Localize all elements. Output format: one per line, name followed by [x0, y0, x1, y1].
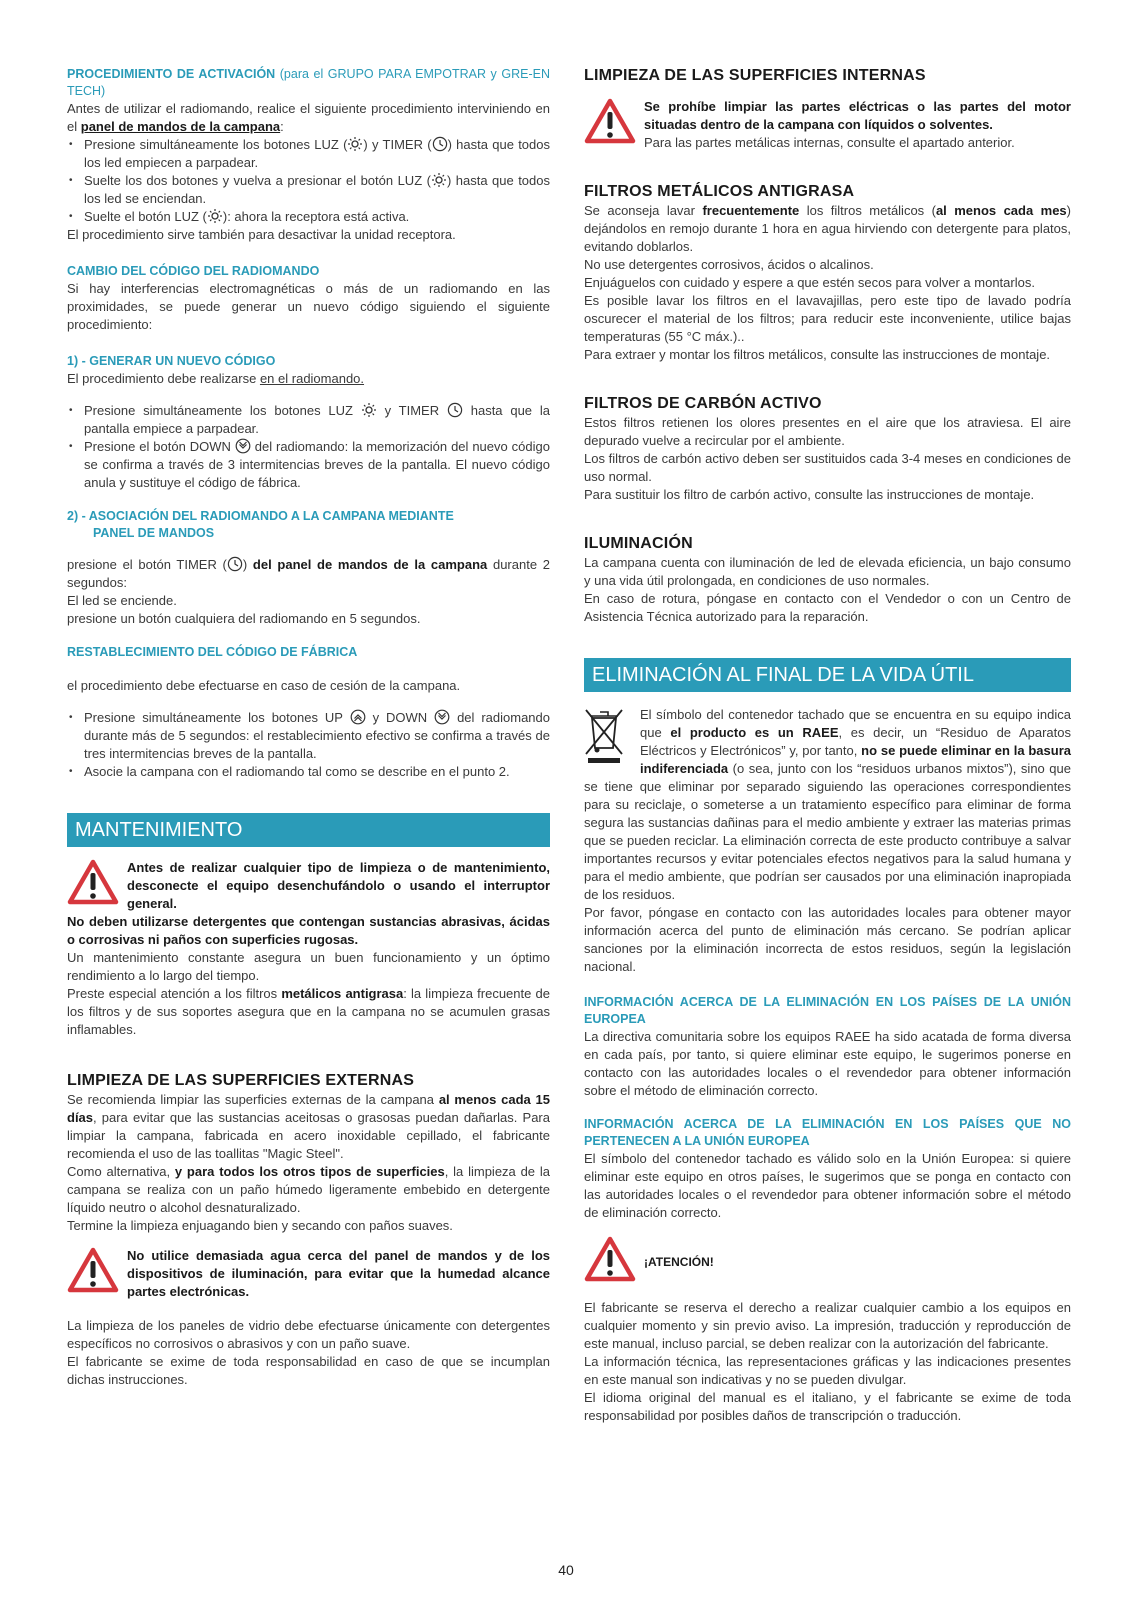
- warning-triangle-icon: [584, 98, 636, 144]
- non-eu-disposal-text: El símbolo del contenedor tachado es válido solo en la Unión Europea: si quiere eliminar este equipo en otros países, le sugerimos que se ponga en contacto con las autoridades locales o el revendedor para obtener información sobre el método de eliminación correcto.: [584, 1151, 1071, 1220]
- list-item: • Asocie la campana con el radiomando tal como se describe en el punto 2.: [67, 763, 550, 781]
- light-bulb-icon: [361, 402, 377, 418]
- eu-disposal-heading: INFORMACIÓN ACERCA DE LA ELIMINACIÓN EN LOS PAÍSES DE LA UNIÓN EUROPEA: [584, 995, 1071, 1026]
- timer-clock-icon: [447, 402, 463, 418]
- disposal-p1: El símbolo del contenedor tachado que se encuentra en su equipo indica que el producto es un RAEE, es decir, un “Residuo de Aparatos Eléctricos y Electrónicos” y, por tanto, no se puede eliminar en la basura indiferenciada (o sea, junto con los “residuos urbanos mixtos”), sino que se tiene que eliminar por separado siguiendo las operaciones correspondientes para su reciclaje, o someterse a un tratamiento específico para eliminar de forma segura las sustancias dañinas para el medio ambiente y extraer las materias primas que se pueden reciclar. La eliminación correcta de este producto contribuye a salvar importantes recursos y evitar potenciales efectos negativos para la salud humana y para el medio ambiente, que podrían ser causados por una eliminación inapropiada de los residuos.: [584, 707, 1071, 902]
- external-p1: Se recomienda limpiar las superficies externas de la campana al menos cada 15 días, para evitar que las sustancias aceitosas o grasosas puedan dañarlas. Para limpiar la campana, fabricada en acero inoxidable cepillado, el fabricante recomienda el uso de las toallitas "Magic Steel".: [67, 1092, 550, 1161]
- metal-filters-heading: FILTROS METÁLICOS ANTIGRASA: [584, 183, 855, 200]
- new-code-steps: [67, 402, 550, 492]
- disposal-p2: Por favor, póngase en contacto con las autoridades locales para obtener mayor información acerca del punto de eliminación más cercano. Se podrían aplicar sanciones por la eliminación incorrecta de estos residuos, según la legislación nacional.: [584, 905, 1071, 974]
- list-item: • Presione simultáneamente los botones LUZ y TIMER hasta que la pantalla empiece a parpadear.: [67, 402, 550, 438]
- internal-warning: [584, 98, 1071, 152]
- warning-triangle-icon: [67, 859, 119, 905]
- reset-heading: RESTABLECIMIENTO DEL CÓDIGO DE FÁBRICA: [67, 645, 358, 659]
- disposal-p3: El fabricante se reserva el derecho a realizar cualquier cambio a los equipos en cualquier momento y sin previo aviso. La impresión, traducción y reproducción de este manual, incluso parcial, se deben realizar con la autorización del fabricante.: [584, 1300, 1071, 1351]
- carbon-p3: Para sustituir los filtro de carbón activo, consulte las instrucciones de montaje.: [584, 487, 1035, 502]
- eu-disposal-text: La directiva comunitaria sobre los equipos RAEE ha sido acatada de forma diversa en cada país, por tanto, si quiere eliminar este equipo, le sugerimos ponerse en contacto con las autoridades locales o el revendedor para obtener información sobre el método de eliminación correcto.: [584, 1029, 1071, 1098]
- external-p5: El fabricante se exime de toda responsabilidad en caso de que se incumplan dichas instrucciones.: [67, 1354, 550, 1387]
- disposal-p4: La información técnica, las representaciones gráficas y las indicaciones presentes en este manual son indicativas y no se pueden divulgar.: [584, 1354, 1071, 1387]
- reset-text: el procedimiento debe efectuarse en caso de cesión de la campana.: [67, 678, 461, 693]
- warning-triangle-icon: [67, 1247, 119, 1293]
- list-item: • Presione simultáneamente los botones LUZ ( ) y TIMER ( ) hasta que todos los led empiecen a parpadear.: [67, 136, 550, 172]
- disposal-body: [584, 706, 1071, 976]
- light-bulb-icon: [431, 172, 447, 188]
- internal-warning-text: Se prohíbe limpiar las partes eléctricas o las partes del motor situadas dentro de la campana con líquidos o solventes.: [644, 99, 1071, 132]
- activation-heading: PROCEDIMIENTO DE ACTIVACIÓN (para el GRUPO PARA EMPOTRAR y GRE-EN TECH): [67, 67, 550, 98]
- water-warning-text: No utilice demasiada agua cerca del panel de mandos y de los dispositivos de iluminación, para evitar que la humedad alcance partes electrónicas.: [127, 1248, 550, 1299]
- light-bulb-icon: [347, 136, 363, 152]
- non-eu-disposal-heading: INFORMACIÓN ACERCA DE LA ELIMINACIÓN EN LOS PAÍSES QUE NO PERTENECEN A LA UNIÓN EUROPEA: [584, 1117, 1071, 1148]
- code-change-text: Si hay interferencias electromagnéticas o más de un radiomando en las proximidades, se puede generar un nuevo código siguiendo el siguiente procedimiento:: [67, 281, 550, 332]
- maintenance-warning-text: Antes de realizar cualquier tipo de limpieza o de mantenimiento, desconecte el equipo desenchufándolo o usando el interruptor general.: [127, 860, 550, 911]
- internal-text: Para las partes metálicas internas, consulte el apartado anterior.: [644, 135, 1015, 150]
- right-column: [584, 66, 1071, 1425]
- association-step: presione el botón TIMER ( ) del panel de mandos de la campana durante 2 segundos:: [67, 557, 550, 590]
- internal-cleaning-heading: LIMPIEZA DE LAS SUPERFICIES INTERNAS: [584, 67, 926, 84]
- metal-filters-p2: No use detergentes corrosivos, ácidos o alcalinos.: [584, 257, 874, 272]
- warning-triangle-icon: [584, 1236, 636, 1282]
- metal-filters-p4: Es posible lavar los filtros en el lavavajillas, pero este tipo de lavado podría oscurecer el material de los filtros; para reducir este inconveniente, utilice bajas temperaturas (55 °C máx.)..: [584, 293, 1071, 344]
- metal-filters-p5: Para extraer y montar los filtros metálicos, consulte las instrucciones de montaje.: [584, 347, 1051, 362]
- list-item: • Presione simultáneamente los botones UP y DOWN del radiomando durante más de 5 segundos: el restablecimiento efectivo se confirma a través de tres intermitencias breves de la pantalla.: [67, 709, 550, 763]
- external-p4: La limpieza de los paneles de vidrio debe efectuarse únicamente con detergentes específicos no corrosivos o abrasivos y con un paño suave.: [67, 1318, 550, 1351]
- attention-label: ¡ATENCIÓN!: [644, 1254, 714, 1269]
- maintenance-p1: Un mantenimiento constante asegura un buen funcionamiento y un óptimo rendimiento a lo largo del tiempo.: [67, 950, 550, 983]
- external-p3: Termine la limpieza enjuagando bien y secando con paños suaves.: [67, 1218, 453, 1233]
- metal-filters-p1: Se aconseja lavar frecuentemente los filtros metálicos (al menos cada mes) dejándolos en remojo durante 1 hora en agua hirviendo con detergente para platos, evitando doblarlos.: [584, 203, 1072, 254]
- down-arrow-icon: [434, 709, 450, 725]
- light-bulb-icon: [207, 208, 223, 224]
- association-led-text: El led se enciende.: [67, 593, 177, 608]
- lighting-p1: La campana cuenta con iluminación de led de elevada eficiencia, un bajo consumo y una vida útil prolongada, en condiciones de uso normales.: [584, 555, 1071, 588]
- water-warning: [67, 1247, 550, 1301]
- down-arrow-icon: [235, 438, 251, 454]
- new-code-text: El procedimiento debe realizarse en el radiomando.: [67, 371, 365, 386]
- list-item: • Suelte el botón LUZ ( ): ahora la receptora está activa.: [67, 208, 550, 226]
- metal-filters-p3: Enjuáguelos con cuidado y espere a que estén secos para volver a montarlos.: [584, 275, 1035, 290]
- timer-clock-icon: [227, 556, 243, 572]
- carbon-filters-heading: FILTROS DE CARBÓN ACTIVO: [584, 395, 822, 412]
- up-arrow-icon: [350, 709, 366, 725]
- disposal-p5: El idioma original del manual es el italiano, y el fabricante se exime de toda responsabilidad por posibles daños de transcripción o traducción.: [584, 1390, 1071, 1423]
- maintenance-detergent-warning: No deben utilizarse detergentes que contengan sustancias abrasivas, ácidas o corrosivas ni paños con superficies rugosas.: [67, 914, 550, 947]
- disposal-section-header: ELIMINACIÓN AL FINAL DE LA VIDA ÚTIL: [584, 658, 1071, 692]
- attention-warning: [584, 1236, 1071, 1287]
- activation-intro: Antes de utilizar el radiomando, realice el siguiente procedimiento interviniendo en el panel de mandos de la campana:: [67, 101, 550, 134]
- list-item: • Suelte los dos botones y vuelva a presionar el botón LUZ ( ) hasta que todos los led se enciendan.: [67, 172, 550, 208]
- code-change-heading: CAMBIO DEL CÓDIGO DEL RADIOMANDO: [67, 264, 320, 278]
- lighting-p2: En caso de rotura, póngase en contacto con el Vendedor o con un Centro de Asistencia Técnica autorizado para la reparación.: [584, 591, 1071, 624]
- maintenance-section-header: MANTENIMIENTO: [67, 813, 550, 847]
- carbon-p2: Los filtros de carbón activo deben ser sustituidos cada 3-4 meses en condiciones de uso normal.: [584, 451, 1071, 484]
- list-item: • Presione el botón DOWN del radiomando: la memorización del nuevo código se confirma a través de 3 intermitencias breves de la pantalla. El nuevo código anula y sustituye el código de fábrica.: [67, 438, 550, 492]
- carbon-p1: Estos filtros retienen los olores presentes en el aire que los atraviesa. El aire depurado vuelve a recircular por el ambiente.: [584, 415, 1071, 448]
- lighting-heading: ILUMINACIÓN: [584, 535, 693, 552]
- page-number: 40: [558, 1562, 574, 1578]
- maintenance-p2: Preste especial atención a los filtros metálicos antigrasa: la limpieza frecuente de los filtros y de sus soportes asegura que en la campana no se acumulen grasas inflamables.: [67, 986, 550, 1037]
- maintenance-warning: [67, 859, 550, 913]
- timer-clock-icon: [432, 136, 448, 152]
- left-column: [67, 66, 550, 1389]
- activation-steps: [67, 136, 550, 226]
- activation-outro: El procedimiento sirve también para desactivar la unidad receptora.: [67, 227, 456, 242]
- external-cleaning-heading: LIMPIEZA DE LAS SUPERFICIES EXTERNAS: [67, 1072, 415, 1089]
- reset-steps: [67, 709, 550, 781]
- association-heading: 2) - ASOCIACIÓN DEL RADIOMANDO A LA CAMPANA MEDIANTE PANEL DE MANDOS: [67, 509, 454, 540]
- crossed-bin-icon: [584, 706, 624, 764]
- external-p2: Como alternativa, y para todos los otros tipos de superficies, la limpieza de la campana se realiza con un paño húmedo ligeramente embebido en detergente líquido neutro o alcohol desnaturalizado.: [67, 1164, 550, 1215]
- association-press-text: presione un botón cualquiera del radiomando en 5 segundos.: [67, 611, 421, 626]
- new-code-heading: 1) - GENERAR UN NUEVO CÓDIGO: [67, 354, 276, 368]
